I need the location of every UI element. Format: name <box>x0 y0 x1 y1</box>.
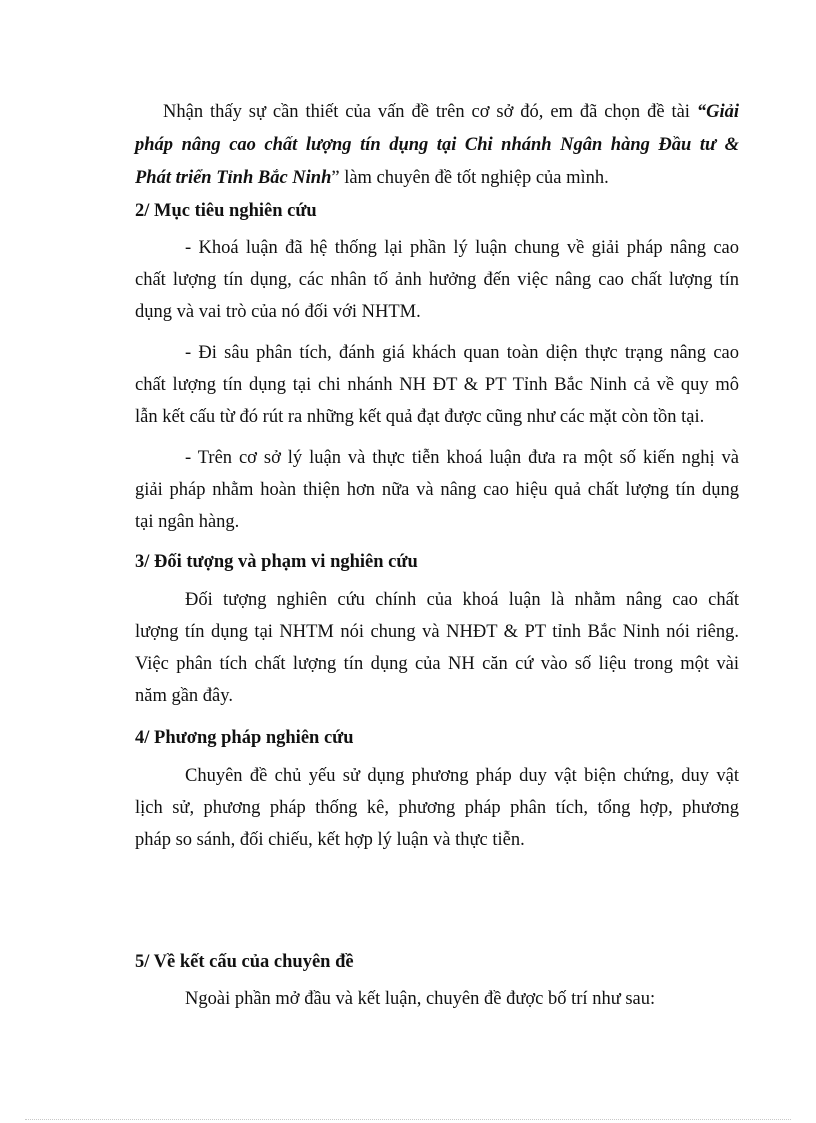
methods-p1-line: lịch sử, phương pháp thống kê, phương pháp phân tích, tổng hợp, phương <box>135 798 739 818</box>
scope-p1-line: Việc phân tích chất lượng tín dụng của NH căn cứ vào số liệu trong một vài <box>135 654 739 674</box>
intro-text-end: ” làm chuyên đề tốt nghiệp của mình. <box>331 168 609 188</box>
section-heading-methods: 4/ Phương pháp nghiên cứu <box>135 728 354 748</box>
section-heading-scope: 3/ Đối tượng và phạm vi nghiên cứu <box>135 552 418 572</box>
objectives-p1-line: chất lượng tín dụng, các nhân tố ảnh hưởng đến việc nâng cao chất lượng tín <box>135 270 739 290</box>
section-heading-objectives: 2/ Mục tiêu nghiên cứu <box>135 201 317 221</box>
objectives-p1-line: dụng và vai trò của nó đối với NHTM. <box>135 302 421 322</box>
objectives-p2-line: lẫn kết cấu từ đó rút ra những kết quả đạt được cũng như các mặt còn tồn tại. <box>135 407 705 427</box>
intro-line-1 <box>163 97 739 127</box>
page-bottom-rule <box>25 1119 791 1120</box>
intro-text: Nhận thấy sự cần thiết của vấn đề trên cơ sở đó, em đã chọn đề tài <box>163 102 697 122</box>
thesis-title-start: “Giải <box>696 102 739 122</box>
scope-p1-line: năm gần đây. <box>135 686 233 706</box>
objectives-p3-line: giải pháp nhằm hoàn thiện hơn nữa và nâng cao hiệu quả chất lượng tín dụng <box>135 480 739 500</box>
intro-line-3 <box>135 163 739 193</box>
objectives-p1-line: - Khoá luận đã hệ thống lại phần lý luận chung về giải pháp nâng cao <box>185 238 739 258</box>
scope-p1-line: lượng tín dụng tại NHTM nói chung và NHĐT & PT tỉnh Bắc Ninh nói riêng. <box>135 622 739 642</box>
objectives-p3-line: tại ngân hàng. <box>135 512 240 532</box>
methods-p1-line: pháp so sánh, đối chiếu, kết hợp lý luận và thực tiễn. <box>135 830 525 850</box>
section-heading-structure: 5/ Về kết cấu của chuyên đề <box>135 952 354 972</box>
structure-p1-line: Ngoài phần mở đầu và kết luận, chuyên đề được bố trí như sau: <box>185 989 656 1009</box>
thesis-title-middle: pháp nâng cao chất lượng tín dụng tại Chi nhánh Ngân hàng Đầu tư & <box>135 135 739 155</box>
objectives-p3-line: - Trên cơ sở lý luận và thực tiễn khoá luận đưa ra một số kiến nghị và <box>185 448 739 468</box>
objectives-p2-line: - Đi sâu phân tích, đánh giá khách quan toàn diện thực trạng nâng cao <box>185 343 739 363</box>
methods-p1-line: Chuyên đề chủ yếu sử dụng phương pháp duy vật biện chứng, duy vật <box>185 766 739 786</box>
scope-p1-line: Đối tượng nghiên cứu chính của khoá luận là nhằm nâng cao chất <box>185 590 739 610</box>
objectives-p2-line: chất lượng tín dụng tại chi nhánh NH ĐT & PT Tỉnh Bắc Ninh cả về quy mô <box>135 375 739 395</box>
thesis-title-end: Phát triển Tỉnh Bắc Ninh <box>135 168 332 188</box>
